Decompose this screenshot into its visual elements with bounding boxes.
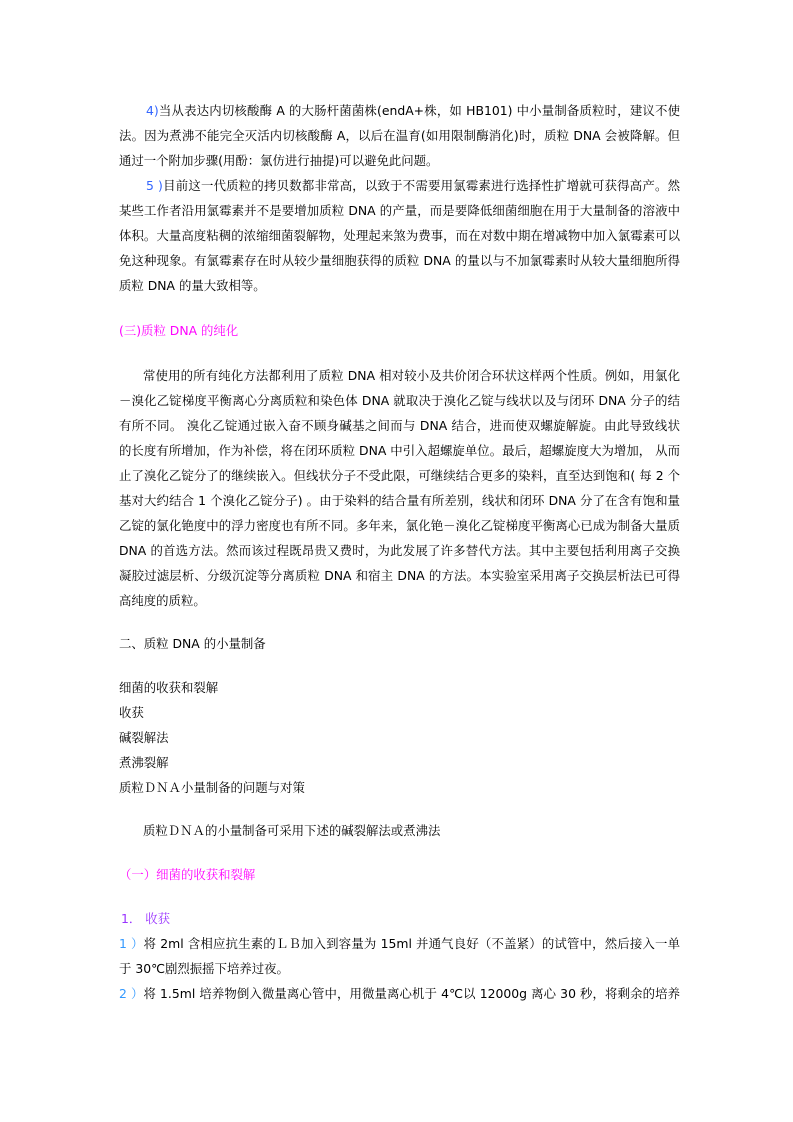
toc-item: 收获 [119, 705, 144, 720]
toc-item: 质粒ＤＮＡ小量制备的问题与对策 [119, 780, 305, 795]
list-marker: 1 ） [119, 936, 144, 951]
text: 将 2ml 含相应抗生素的ＬＢ加入到容量为 15ml 并通气良好（不盖紧）的试管中，然后接入一单 [143, 936, 680, 951]
para3-line: 止了溴化乙锭分了的继续嵌入。但线状分子不受此限，可继续结合更多的染料，直至达到饱和( 每 2 个 [119, 468, 680, 483]
text: 当从表达内切核酸酶 A 的大肠杆菌菌株(endA+株，如 HB101) 中小量制备质粒时，建议不使 [158, 103, 680, 118]
text: 目前这一代质粒的拷贝数都非常高，以致于不需要用氯霉素进行选择性扩增就可获得高产。然 [162, 178, 680, 193]
para3-line: －溴化乙锭梯度平衡离心分离质粒和染色体 DNA 就取决于溴化乙锭与线状以及与闭环 DNA 分子的结 [119, 393, 680, 408]
list-marker: 4) [146, 103, 159, 118]
para3-line: 常使用的所有纯化方法都利用了质粒 DNA 相对较小及共价闭合环状这样两个性质。例如，用氯化 [143, 368, 680, 383]
para3-line: DNA 的首选方法。然而该过程既昂贵又费时，为此发展了许多替代方法。其中主要包括利用离子交换 [119, 543, 680, 558]
section-title: 二、质粒 DNA 的小量制备 [119, 636, 266, 651]
step-heading: 1． 收获 [121, 911, 170, 926]
step-line [119, 936, 680, 952]
para3-line: 基对大约结合 1 个溴化乙锭分子) 。由于染料的结合量有所差别，线状和闭环 DNA 分了在含有饱和量 [119, 493, 680, 508]
toc-item: 碱裂解法 [119, 730, 169, 745]
para3-line: 的长度有所增加，作为补偿，将在闭环质粒 DNA 中引入超螺旋单位。最后，超螺旋度大为增加， 从而 [119, 443, 680, 458]
list-marker: 2 ） [119, 986, 144, 1001]
para2-line: 免这种现象。有氯霉素存在时从较少量细胞获得的质粒 DNA 的量以与不加氯霉素时从较大量细胞所得 [119, 253, 680, 268]
para1-line [146, 103, 680, 119]
para3-line: 有所不同。 溴化乙锭通过嵌入奋不顾身碱基之间而与 DNA 结合，进而使双螺旋解旋。由此导致线状 [119, 418, 680, 433]
para2-line: 质粒 DNA 的量大致相等。 [119, 278, 266, 293]
para1-line: 法。因为煮沸不能完全灭活内切核酸酶 A，以后在温育(如用限制酶消化)时，质粒 DNA 会被降解。但 [119, 128, 680, 143]
para2-line [146, 178, 680, 194]
step-line: 于 30℃剧烈振摇下培养过夜。 [119, 961, 289, 976]
list-marker: 5 ) [146, 178, 163, 193]
step-line [119, 986, 680, 1002]
intro-text: 质粒ＤＮＡ的小量制备可采用下述的碱裂解法或煮沸法 [143, 823, 441, 838]
para2-line: 体积。大量高度粘稠的浓缩细菌裂解物，处理起来煞为费事，而在对数中期在增减物中加入氯霉素可以 [119, 228, 680, 243]
para3-line: 凝胶过滤层析、分级沉淀等分离质粒 DNA 和宿主 DNA 的方法。本实验室采用离子交换层析法已可得 [119, 568, 680, 583]
subsection-heading: （一）细菌的收获和裂解 [119, 867, 256, 882]
para3-line: 高纯度的质粒。 [119, 593, 206, 608]
para1-line: 通过一个附加步骤(用酚：氯仿进行抽提)可以避免此问题。 [119, 153, 439, 168]
section-heading: (三)质粒 DNA 的纯化 [119, 323, 239, 338]
para2-line: 某些工作者沿用氯霉素并不是要增加质粒 DNA 的产量，而是要降低细菌细胞在用于大量制备的溶液中 [119, 203, 680, 218]
para3-line: 乙锭的氯化铯度中的浮力密度也有所不同。多年来，氯化铯－溴化乙锭梯度平衡离心已成为制备大量质 [119, 518, 680, 533]
toc-item: 煮沸裂解 [119, 755, 169, 770]
text: 将 1.5ml 培养物倒入微量离心管中，用微量离心机于 4℃以 12000g 离心 30 秒，将剩余的培养 [143, 986, 680, 1001]
toc-item: 细菌的收获和裂解 [119, 680, 219, 695]
